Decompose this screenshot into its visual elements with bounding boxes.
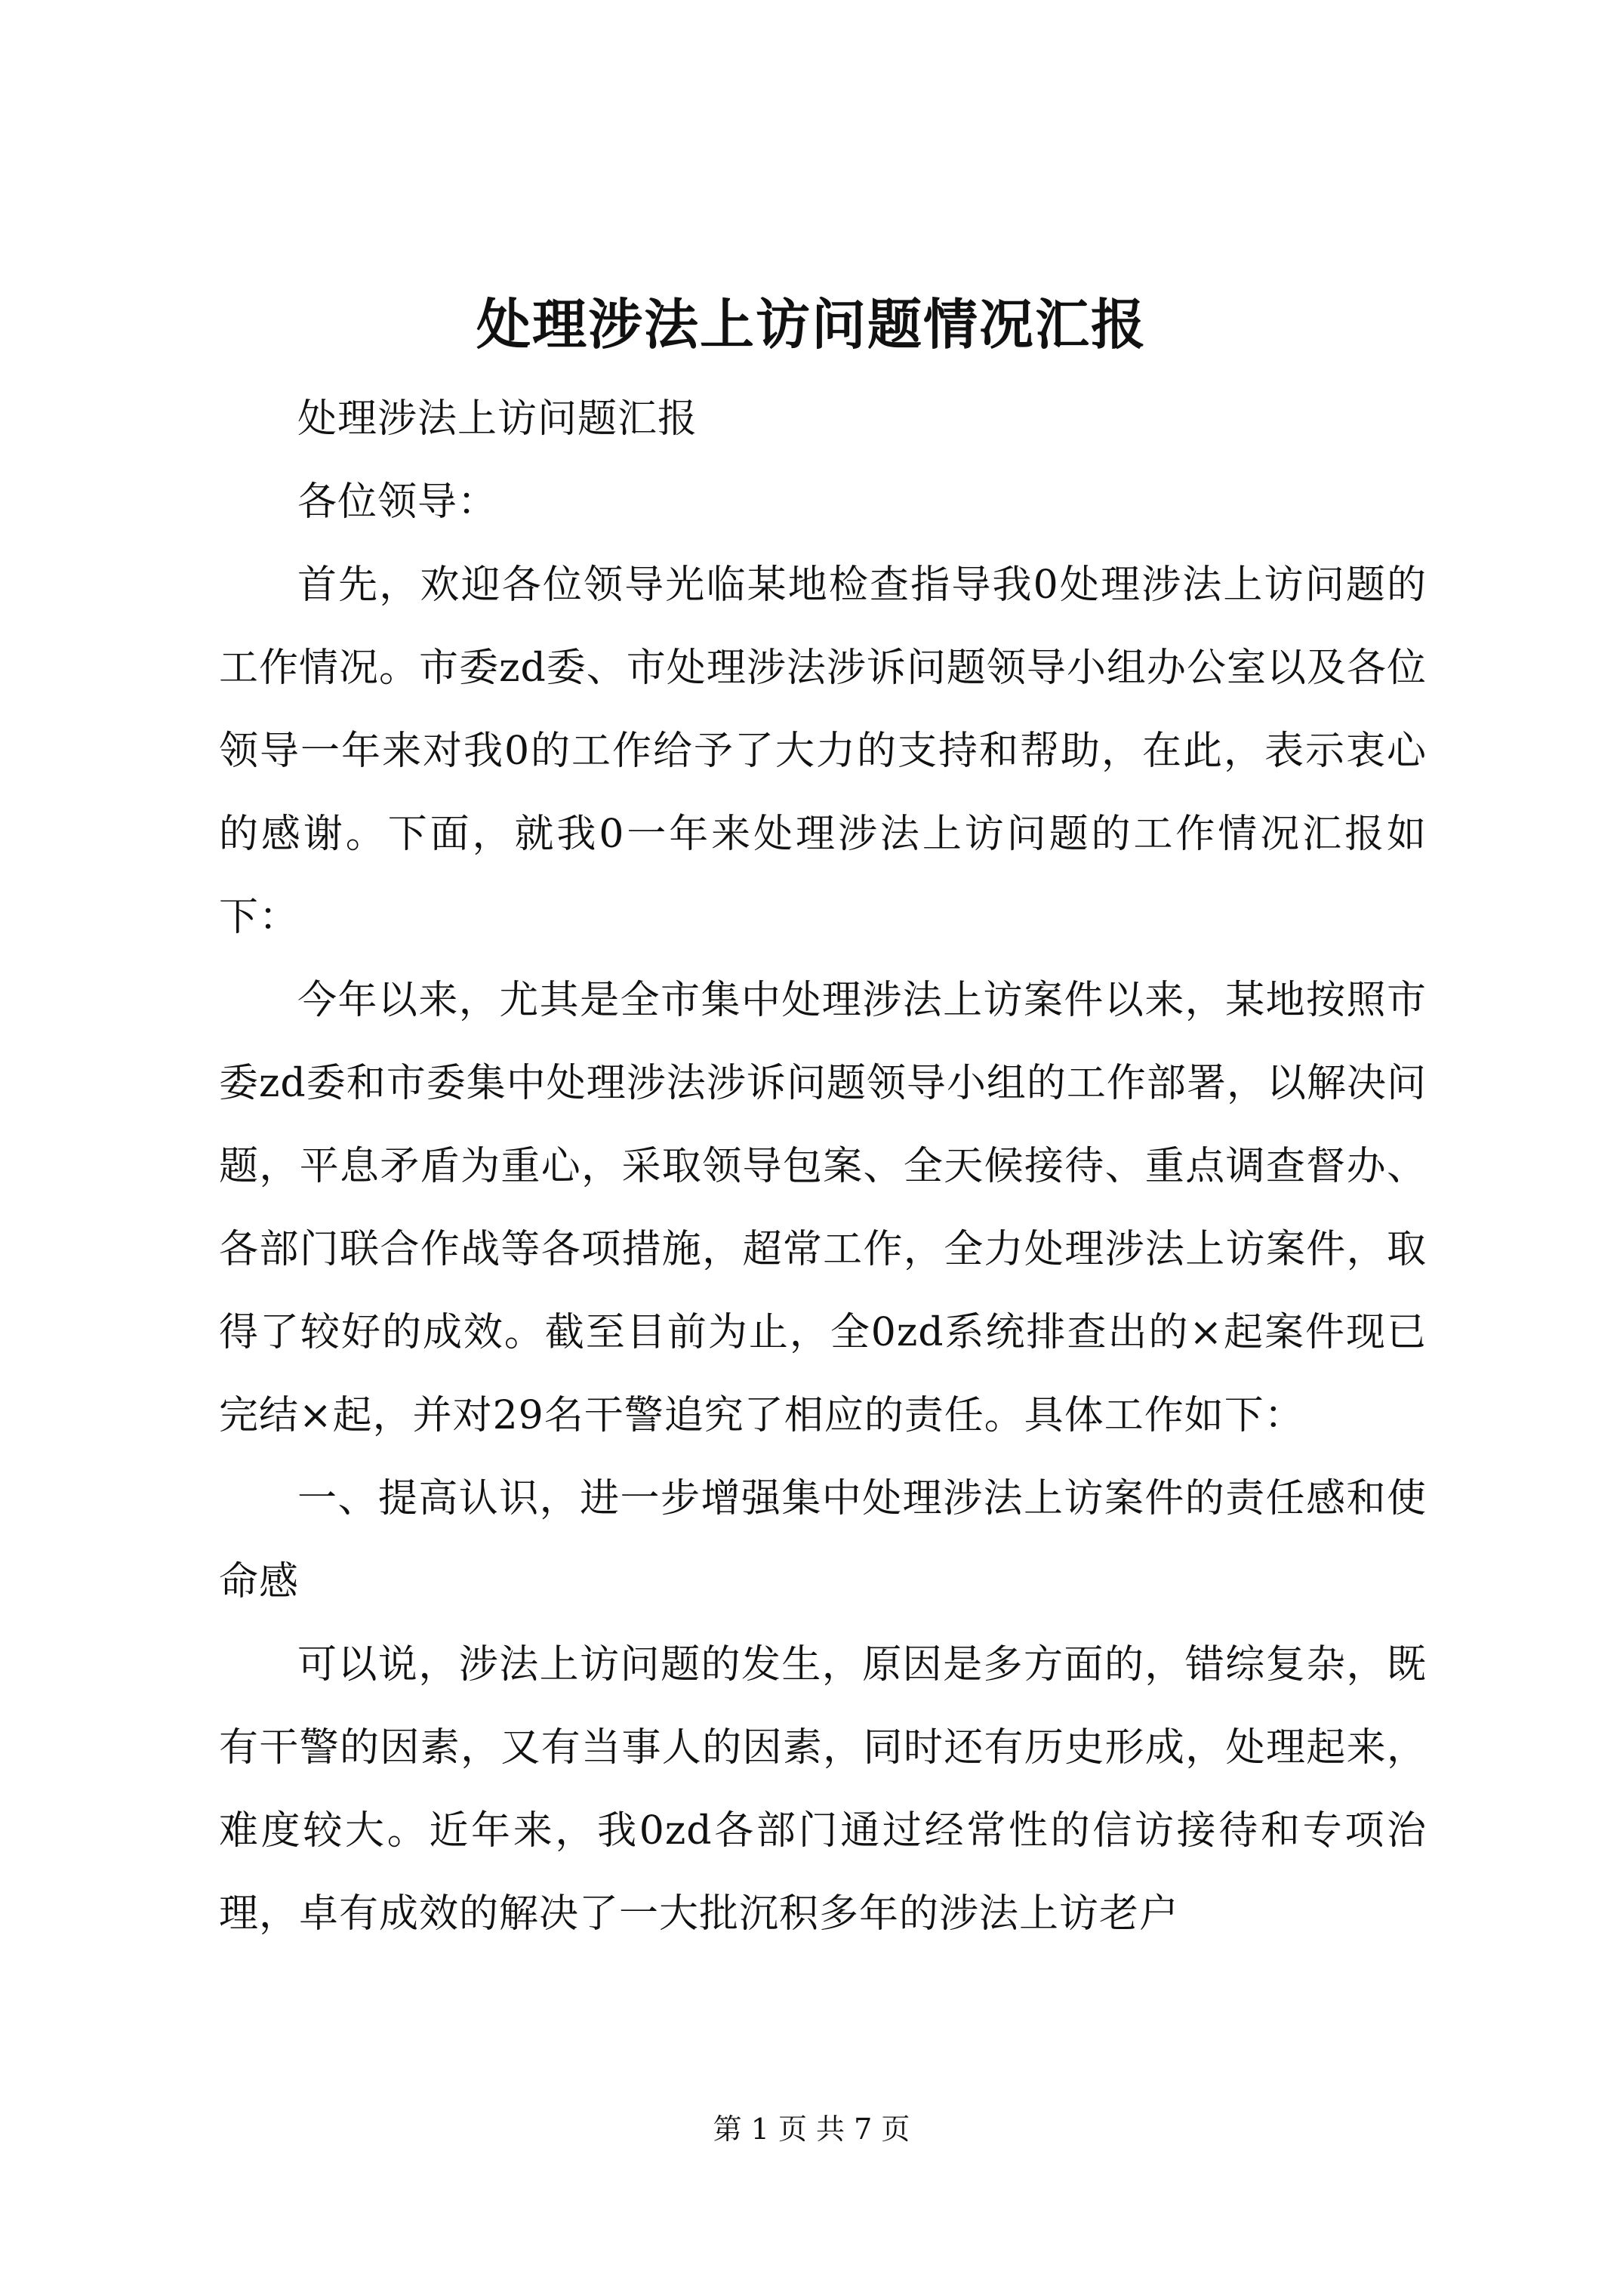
section-heading-1: 一、提高认识，进一步增强集中处理涉法上访案件的责任感和使命感 (219, 1476, 1427, 1604)
salutation-paragraph: 各位领导： (297, 479, 498, 525)
subtitle-paragraph: 处理涉法上访问题汇报 (297, 396, 698, 442)
section-1-paragraph: 可以说，涉法上访问题的发生，原因是多方面的，错综复杂，既有干警的因素，又有当事人的因素，同时还有历史形成，处理起来，难度较大。近年来，我0zd各部门通过经常性的信访接待和专项治理，卓有成效的解决了一大批沉积多年的涉法上访老户 (219, 1642, 1427, 1937)
intro-paragraph: 首先，欢迎各位领导光临某地检查指导我0处理涉法上访问题的工作情况。市委zd委、市处理涉法涉诉问题领导小组办公室以及各位领导一年来对我0的工作给予了大力的支持和帮助，在此，表示衷心的感谢。下面，就我0一年来处理涉法上访问题的工作情况汇报如下： (219, 562, 1427, 940)
document-title: 处理涉法上访问题情况汇报 (476, 292, 1147, 356)
page-footer: 第 1 页 共 7 页 (713, 2113, 910, 2146)
overview-paragraph: 今年以来，尤其是全市集中处理涉法上访案件以来，某地按照市委zd委和市委集中处理涉法涉诉问题领导小组的工作部署，以解决问题，平息矛盾为重心，采取领导包案、全天候接待、重点调查督办、各部门联合作战等各项措施，超常工作，全力处理涉法上访案件，取得了较好的成效。截至目前为止，全0zd系统排查出的×起案件现已完结×起，并对29名干警追究了相应的责任。具体工作如下： (219, 978, 1427, 1438)
document-body (219, 378, 1427, 1955)
